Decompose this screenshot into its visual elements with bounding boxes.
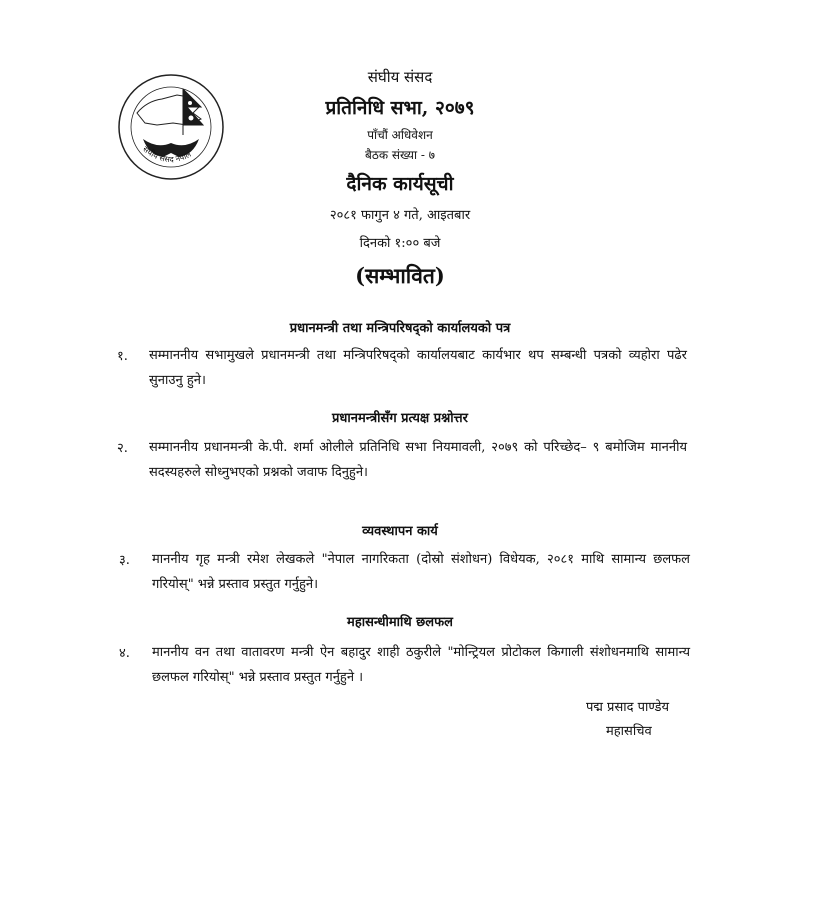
session-label: पाँचौं अधिवेशन [367,128,433,142]
item-number-4: ४. [119,646,130,661]
meeting-number: बैठक संख्या - ७ [365,148,435,162]
house-title: प्रतिनिधि सभा, २०७९ [325,97,475,119]
svg-text:संघीय संसद नेपाल: संघीय संसद नेपाल [141,144,193,165]
item-number-1: १. [117,349,128,364]
parliament-name: संघीय संसद [367,68,433,86]
agenda-time: दिनको १:०० बजे [359,236,441,251]
tentative-label: (सम्भावित) [355,263,445,288]
agenda-title: दैनिक कार्यसूची [346,173,454,195]
section-heading-1: प्रधानमन्त्री तथा मन्त्रिपरिषद्को कार्यालयको पत्र [289,321,511,336]
section-heading-4: महासन्धीमाथि छलफल [347,615,453,630]
signatory-name: पद्म प्रसाद पाण्डेय [586,700,670,715]
agenda-item-1: सम्माननीय सभामुखले प्रधानमन्त्री तथा मन्त्रिपरिषद्को कार्यालयबाट कार्यभार थप सम्बन्धी पत्रको व्यहोरा पढेर सुनाउनु हुने। [149,348,687,388]
item-number-3: ३. [119,553,130,568]
section-heading-3: व्यवस्थापन कार्य [362,524,438,539]
agenda-date: २०८१ फागुन ४ गते, आइतबार [329,208,471,223]
signatory-title: महासचिव [606,724,652,739]
section-heading-2: प्रधानमन्त्रीसँग प्रत्यक्ष प्रश्नोत्तर [332,411,468,426]
agenda-item-2: सम्माननीय प्रधानमन्त्री के.पी. शर्मा ओलीले प्रतिनिधि सभा नियमावली, २०७९ को परिच्छेद– ९ बमोजिम माननीय सदस्यहरुले सोध्नुभएको प्रश्नको जवाफ दिनुहुने। [149,440,687,480]
agenda-item-4: माननीय वन तथा वातावरण मन्त्री ऐन बहादुर शाही ठकुरीले "मोन्ट्रियल प्रोटोकल किगाली संशोधनमाथि सामान्य छलफल गरियोस्" भन्ने प्रस्ताव प्रस्तुत गर्नुहुने । [152,645,690,685]
item-number-2: २. [117,441,128,456]
agenda-item-3: माननीय गृह मन्त्री रमेश लेखकले "नेपाल नागरिकता (दोस्रो संशोधन) विधेयक, २०८१ माथि सामान्य छलफल गरियोस्" भन्ने प्रस्ताव प्रस्तुत गर्नुहुने। [152,552,690,592]
